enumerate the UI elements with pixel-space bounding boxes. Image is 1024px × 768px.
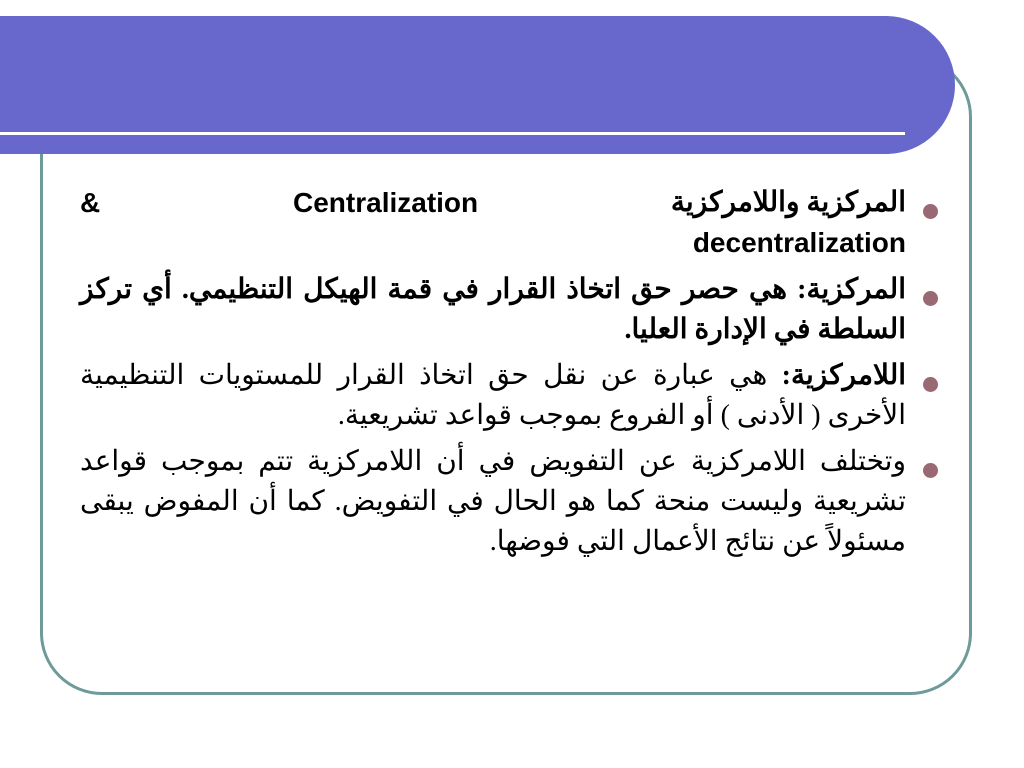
- bullet-icon: [923, 463, 938, 478]
- bullet-item-decentralization: [80, 356, 948, 436]
- heading-english-term-2: decentralization: [692, 227, 906, 259]
- banner-divider: [0, 132, 905, 135]
- delegation-text: وتختلف اللامركزية عن التفويض في أن اللامركزية تتم بموجب قواعد تشريعية وليست منحة كما هو الحال في التفويض. كما أن المفوض يبقى مسئولاً عن نتائج الأعمال التي فوضها.: [80, 446, 906, 558]
- definition-centralization: هي حصر حق اتخاذ القرار في قمة الهيكل التنظيمي. أي تركز السلطة في الإدارة العليا.: [80, 274, 906, 346]
- heading-arabic: المركزية واللامركزية: [670, 187, 906, 218]
- definition-decentralization: هي عبارة عن نقل حق اتخاذ القرار للمستويات التنظيمية الأخرى ( الأدنى ) أو الفروع بموجب قواعد تشريعية.: [80, 360, 906, 432]
- heading-line-1: [80, 183, 906, 223]
- bullet-icon: [923, 204, 938, 219]
- bullet-item-centralization: [80, 270, 948, 350]
- term-centralization: المركزية:: [797, 274, 906, 306]
- heading-line-2: [80, 223, 906, 264]
- heading-ampersand: &: [80, 187, 101, 218]
- bullet-icon: [923, 291, 938, 306]
- bullet-icon: [923, 377, 938, 392]
- heading-english-term: Centralization: [293, 187, 479, 218]
- slide-body: [80, 183, 948, 568]
- bullet-item-heading: [80, 183, 948, 264]
- term-decentralization: اللامركزية:: [781, 360, 906, 392]
- bullet-item-delegation: [80, 442, 948, 562]
